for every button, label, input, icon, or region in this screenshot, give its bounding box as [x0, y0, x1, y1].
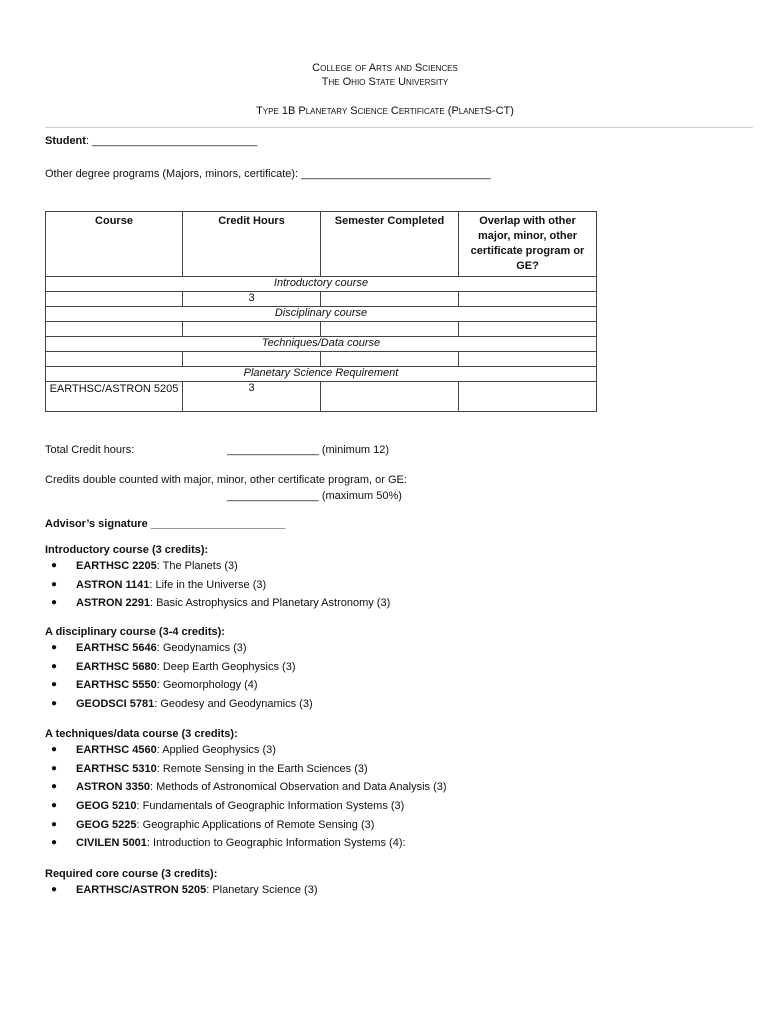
bullet-icon: ● [51, 578, 58, 590]
course-description: : Geographic Applications of Remote Sensing (3) [136, 818, 375, 831]
course-code: GEODSCI 5781 [76, 698, 155, 711]
bullet-icon: ● [51, 698, 58, 710]
req-course-cell: EARTHSC/ASTRON 5205 [46, 382, 183, 412]
double-counted-label: Credits double counted with major, minor, other certificate program, or GE: [45, 474, 407, 486]
bullet-icon: ● [51, 660, 58, 672]
list-item [45, 639, 745, 658]
bullet-icon: ● [51, 800, 58, 812]
table-row-requirement [46, 382, 597, 412]
disc-semester-cell[interactable] [321, 322, 459, 337]
disc-credit-cell[interactable] [183, 322, 321, 337]
list-item [45, 797, 745, 816]
req-overlap-cell[interactable] [459, 382, 597, 412]
tech-overlap-cell[interactable] [459, 352, 597, 367]
course-code: EARTHSC 5550 [76, 679, 157, 692]
intro-heading: Introductory course (3 credits): [45, 544, 209, 556]
disc-overlap-cell[interactable] [459, 322, 597, 337]
list-item [45, 881, 745, 900]
course-code: GEOG 5225 [76, 818, 137, 831]
bullet-icon: ● [51, 679, 58, 691]
student-line [45, 135, 257, 147]
core-list [45, 881, 745, 900]
list-item [45, 834, 745, 853]
req-credit-cell: 3 [183, 382, 321, 412]
core-heading: Required core course (3 credits): [45, 868, 218, 880]
course-code: ASTRON 2291 [76, 597, 150, 610]
course-description: : Basic Astrophysics and Planetary Astronomy (3) [149, 597, 391, 610]
course-description: : Fundamentals of Geographic Information Systems (3) [136, 800, 405, 813]
list-item [45, 695, 745, 714]
bullet-icon: ● [51, 818, 58, 830]
course-description: : The Planets (3) [156, 560, 238, 572]
col-header-course: Course [46, 212, 183, 277]
disciplinary-heading: A disciplinary course (3-4 credits): [45, 626, 225, 638]
col-header-credit-hours: Credit Hours [183, 212, 321, 277]
course-description: : Planetary Science (3) [206, 884, 318, 896]
list-item [45, 658, 745, 677]
course-description: : Deep Earth Geophysics (3) [156, 660, 296, 673]
list-item [45, 741, 745, 760]
intro-overlap-cell[interactable] [459, 292, 597, 307]
intro-credit-cell[interactable]: 3 [183, 292, 321, 307]
other-programs-field[interactable]: Other degree programs (Majors, minors, certificate): _______________________________ [45, 168, 491, 180]
course-code: EARTHSC 2205 [76, 560, 157, 572]
advisor-signature-field[interactable]: Advisor’s signature ______________________ [45, 518, 286, 530]
col-header-semester: Semester Completed [321, 212, 459, 277]
col-header-overlap: Overlap with other major, minor, other certificate program or GE? [459, 212, 597, 277]
header-divider [45, 127, 753, 128]
student-name-field[interactable]: : ___________________________ [85, 135, 258, 147]
course-table [45, 211, 597, 412]
list-item [45, 676, 745, 695]
section-label-intro: Introductory course [46, 277, 597, 292]
bullet-icon: ● [51, 837, 58, 849]
course-code: EARTHSC 5646 [76, 642, 157, 654]
double-counted-field[interactable]: _______________ (maximum 50%) [227, 490, 402, 502]
list-item [45, 594, 745, 613]
section-row-requirement [46, 367, 597, 382]
college-name: College of Arts and Sciences [312, 62, 458, 74]
techniques-list [45, 741, 745, 853]
course-code: EARTHSC 5680 [76, 660, 157, 673]
tech-semester-cell[interactable] [321, 352, 459, 367]
bullet-icon: ● [51, 781, 58, 793]
bullet-icon: ● [51, 762, 58, 774]
course-code: GEOG 5210 [76, 800, 137, 813]
req-semester-cell[interactable] [321, 382, 459, 412]
course-description: : Life in the Universe (3) [149, 578, 267, 591]
list-item [45, 576, 745, 595]
list-item [45, 557, 745, 576]
techniques-heading: A techniques/data course (3 credits): [45, 728, 238, 740]
bullet-icon: ● [51, 884, 58, 895]
student-label: Student [45, 135, 86, 147]
disciplinary-list [45, 639, 745, 714]
course-code: ASTRON 3350 [76, 781, 150, 794]
course-description: : Geomorphology (4) [156, 679, 258, 692]
course-code: EARTHSC 4560 [76, 744, 157, 756]
bullet-icon: ● [51, 560, 58, 571]
table-row-intro [46, 292, 597, 307]
course-description: : Remote Sensing in the Earth Sciences (3) [156, 762, 368, 775]
intro-course-cell[interactable] [46, 292, 183, 307]
disc-course-cell[interactable] [46, 322, 183, 337]
total-credits-field[interactable]: _______________ (minimum 12) [227, 444, 390, 456]
course-code: CIVILEN 5001 [76, 837, 147, 850]
course-code: ASTRON 1141 [76, 578, 150, 591]
course-description: : Introduction to Geographic Information Systems (4): [146, 837, 406, 850]
bullet-icon: ● [51, 744, 58, 755]
course-description: : Methods of Astronomical Observation and Data Analysis (3) [149, 781, 447, 794]
bullet-icon: ● [51, 597, 58, 609]
list-item [45, 816, 745, 835]
table-row-techniques [46, 352, 597, 367]
course-description: : Geodynamics (3) [156, 642, 247, 654]
tech-course-cell[interactable] [46, 352, 183, 367]
section-label-techniques: Techniques/Data course [46, 337, 597, 352]
list-item [45, 778, 745, 797]
tech-credit-cell[interactable] [183, 352, 321, 367]
section-row-techniques [46, 337, 597, 352]
list-item [45, 760, 745, 779]
section-row-intro [46, 277, 597, 292]
intro-semester-cell[interactable] [321, 292, 459, 307]
section-label-disciplinary: Disciplinary course [46, 307, 597, 322]
intro-list [45, 557, 745, 613]
university-name: The Ohio State University [321, 76, 449, 88]
table-row-disciplinary [46, 322, 597, 337]
course-description: : Applied Geophysics (3) [156, 744, 276, 756]
section-row-disciplinary [46, 307, 597, 322]
total-credits-label: Total Credit hours: [45, 444, 135, 456]
course-code: EARTHSC/ASTRON 5205 [76, 884, 207, 896]
bullet-icon: ● [51, 642, 58, 653]
table-header-row [46, 212, 597, 277]
document-title: Type 1B Planetary Science Certificate (PlanetS-CT) [256, 105, 514, 117]
section-label-requirement: Planetary Science Requirement [46, 367, 597, 382]
course-code: EARTHSC 5310 [76, 762, 157, 775]
course-description: : Geodesy and Geodynamics (3) [154, 698, 313, 711]
